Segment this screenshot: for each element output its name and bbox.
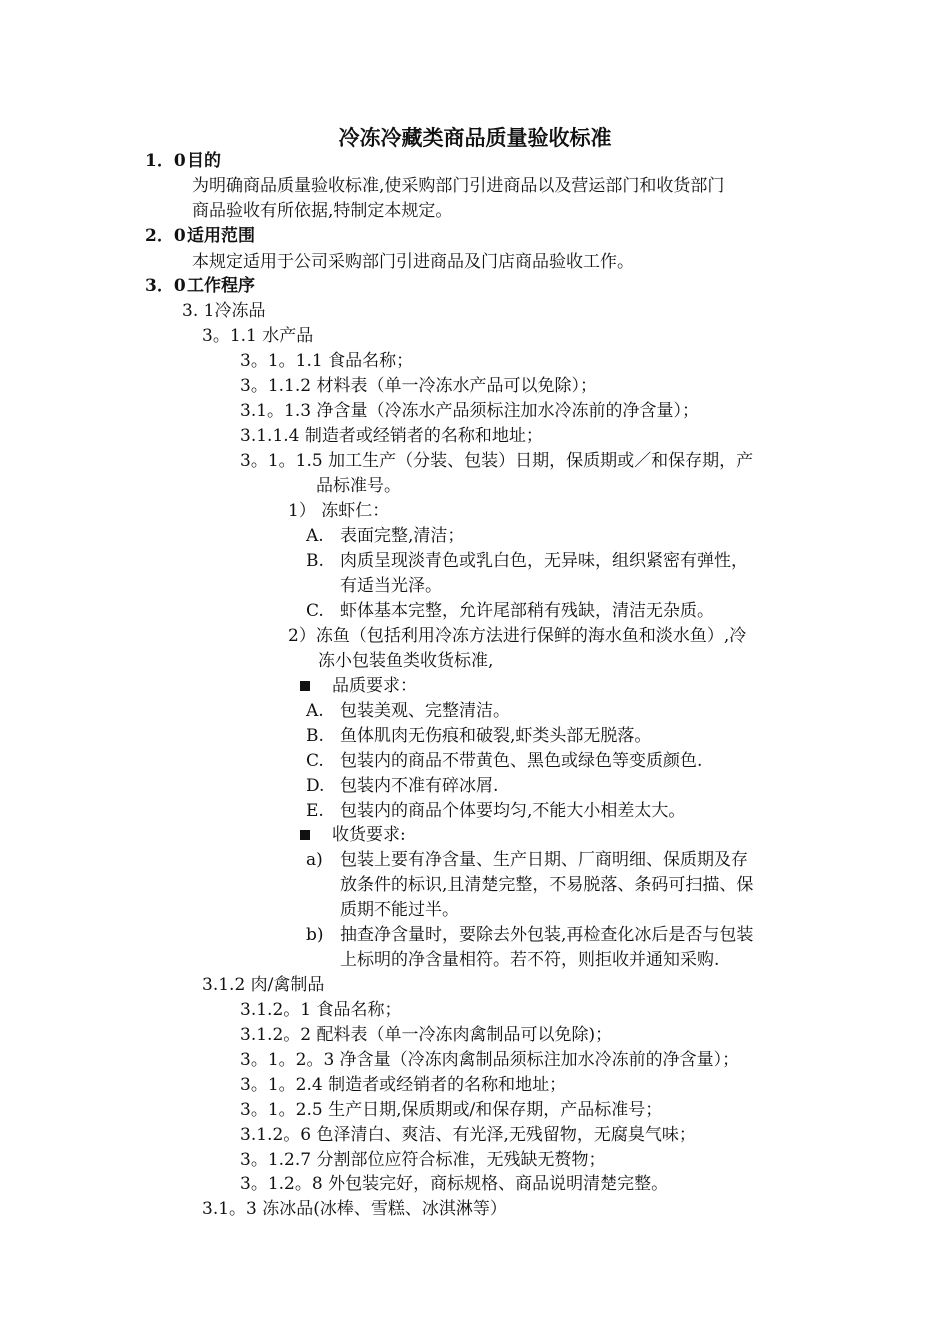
list-marker: A. [306,701,324,721]
clause-item: 3.1.2。6 色泽清白、爽洁、有光泽,无残留物，无腐臭气味； [240,1125,696,1145]
document-title: 冷冻冷藏类商品质量验收标准 [338,126,612,150]
section-1-heading: 目的 [187,151,221,171]
list-marker: a) [306,850,323,870]
clause-item: 3.1。1.3 净含量（冷冻水产品须标注加水冷冻前的净含量）； [240,401,699,421]
quality-item: 包装内的商品不带黄色、黑色或绿色等变质颜色. [340,751,703,771]
shrimp-item-continuation: 有适当光泽。 [340,576,442,596]
quality-item: 鱼体肌肉无伤痕和破裂,虾类头部无脱落。 [340,726,652,746]
receiving-item-continuation: 质期不能过半。 [340,900,459,920]
receiving-item-continuation: 放条件的标识,且清楚完整，不易脱落、条码可扫描、保 [340,875,754,895]
clause-item: 3.1.1.4 制造者或经销者的名称和地址； [240,426,543,446]
subsection-3-1-3: 3.1。3 冻冰品(冰棒、雪糕、冰淇淋等） [202,1199,507,1219]
receiving-item: 抽查净含量时，要除去外包装,再检查化冰后是否与包装 [340,925,754,945]
clause-item: 3。1。2.4 制造者或经销者的名称和地址； [240,1075,567,1095]
shrimp-item: 表面完整,清洁； [340,526,465,546]
square-bullet-icon [300,681,310,691]
section-2-number: 2．0 [145,226,186,246]
section-1-body-line: 商品验收有所依据,特制定本规定。 [192,201,453,221]
clause-item: 3。1。2.5 生产日期,保质期或/和保存期，产品标准号； [240,1100,663,1120]
subsection-3-1-2: 3.1.2 肉/禽制品 [202,975,325,995]
clause-item: 3。1。2。3 净含量（冷冻肉禽制品须标注加水冷冻前的净含量）； [240,1050,740,1070]
list-marker: E. [306,801,324,821]
subsection-3-1-1: 3。1.1 水产品 [202,326,314,346]
list-marker: B. [306,726,324,746]
clause-item: 3。1.2.7 分割部位应符合标准，无残缺无赘物； [240,1150,606,1170]
clause-item: 3.1.2。2 配料表（单一冷冻肉禽制品可以免除)； [240,1025,613,1045]
clause-item: 3。1。1.1 食品名称； [240,351,414,371]
quality-heading: 品质要求： [332,676,417,696]
receiving-heading: 收货要求: [332,825,406,845]
quality-item: 包装内不准有碎冰屑. [340,776,499,796]
clause-item: 3。1。1.5 加工生产（分装、包装）日期，保质期或／和保存期，产 [240,451,754,471]
square-bullet-icon [300,830,310,840]
section-2-heading: 适用范围 [187,226,255,246]
clause-item-continuation: 品标准号。 [316,476,401,496]
shrimp-label: 1） 冻虾仁： [288,501,390,521]
list-marker: B. [306,551,324,571]
list-marker: A. [306,526,324,546]
section-1-number: 1．0 [145,151,186,171]
section-3-number: 3．0 [145,276,186,296]
receiving-item: 包装上要有净含量、生产日期、厂商明细、保质期及存 [340,850,748,870]
shrimp-item: 肉质呈现淡青色或乳白色，无异味，组织紧密有弹性， [340,551,748,571]
clause-item: 3.1.2。1 食品名称； [240,1000,402,1020]
fish-label-continuation: 冻小包装鱼类收货标准, [318,651,494,671]
quality-item: 包装内的商品个体要均匀,不能大小相差太大。 [340,801,686,821]
list-marker: C. [306,751,324,771]
section-2-body: 本规定适用于公司采购部门引进商品及门店商品验收工作。 [192,252,634,272]
list-marker: D. [306,776,325,796]
receiving-item-continuation: 上标明的净含量相符。若不符，则拒收并通知采购. [340,950,720,970]
clause-item: 3。1.1.2 材料表（单一冷冻水产品可以免除）； [240,376,597,396]
clause-item: 3。1.2。8 外包装完好，商标规格、商品说明清楚完整。 [240,1174,669,1194]
quality-item: 包装美观、完整清洁。 [340,701,510,721]
subsection-3-1: 3. 1冷冻品 [182,301,266,321]
fish-label: 2）冻鱼（包括利用冷冻方法进行保鲜的海水鱼和淡水鱼）,冷 [288,626,747,646]
list-marker: b) [306,925,324,945]
list-marker: C. [306,601,324,621]
section-3-heading: 工作程序 [187,276,255,296]
section-1-body-line: 为明确商品质量验收标准,使采购部门引进商品以及营运部门和收货部门 [192,176,725,196]
shrimp-item: 虾体基本完整，允许尾部稍有残缺，清洁无杂质。 [340,601,714,621]
